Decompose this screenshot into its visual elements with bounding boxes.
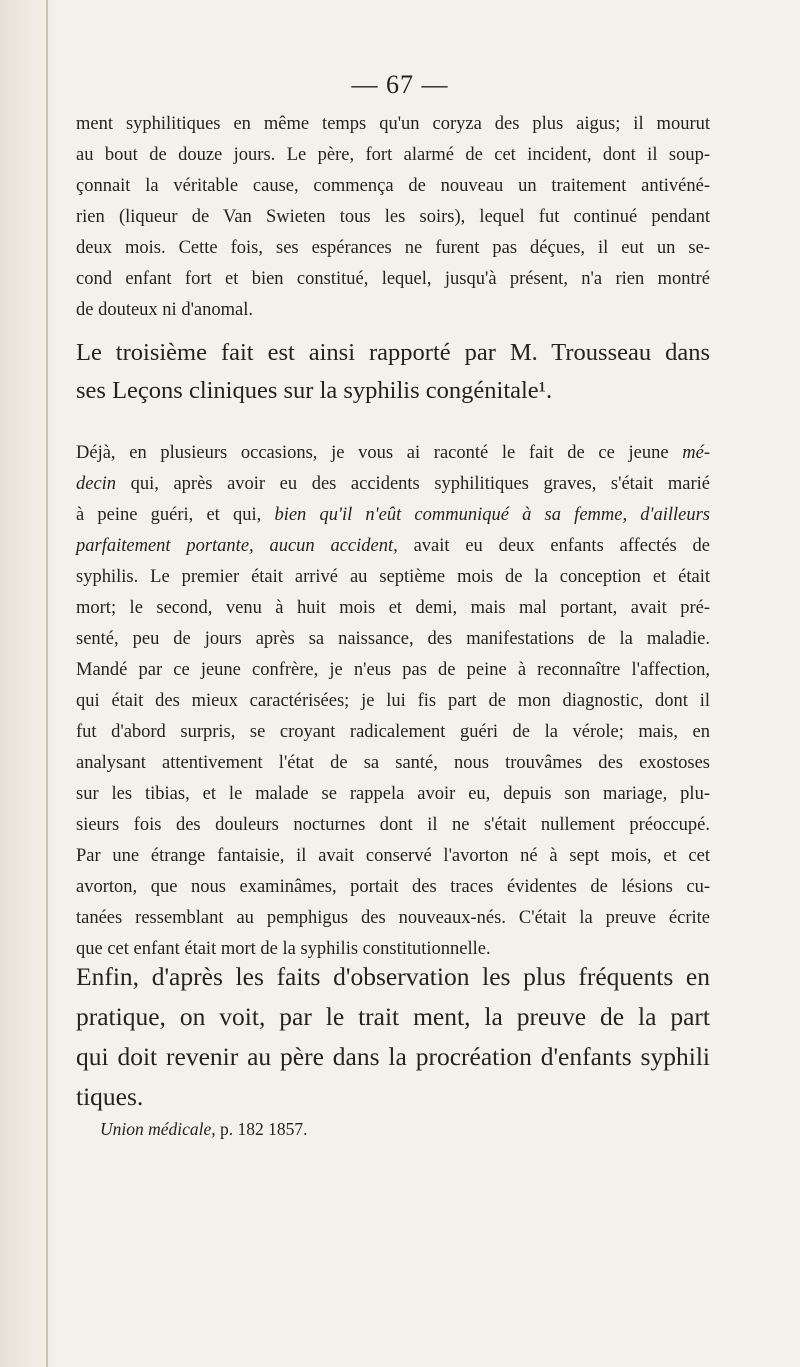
text-line: senté, peu de jours après sa naissance, des manifestations de la maladie.	[76, 629, 710, 649]
text-line	[76, 531, 710, 562]
text-line: analysant attentivement l'état de sa santé, nous trouvâmes des exostoses	[76, 753, 710, 773]
text-line: syphilis. Le premier était arrivé au septième mois de la conception et était	[76, 567, 710, 587]
text-line	[76, 469, 710, 500]
text-line: tanées ressemblant au pemphigus des nouveaux-nés. C'était la preuve écrite	[76, 908, 710, 928]
text-line: cond enfant fort et bien constitué, lequel, jusqu'à présent, n'a rien montré	[76, 269, 710, 289]
page-fold-line	[46, 0, 48, 1367]
text-segment: à peine guéri, et qui,	[76, 505, 275, 525]
text-line: sur les tibias, et le malade se rappela avoir eu, depuis son mariage, plu-	[76, 784, 710, 804]
text-line: Par une étrange fantaisie, il avait conservé l'avorton né à sept mois, et cet	[76, 846, 710, 866]
text-line	[76, 500, 710, 531]
footnote	[100, 1119, 308, 1140]
paragraph-conclusion	[76, 957, 710, 1117]
text-line: pratique, on voit, par le trait ment, la preuve de la part	[76, 1002, 710, 1031]
text-line: de douteux ni d'anomal.	[76, 300, 253, 320]
text-segment: avait eu deux enfants affectés de	[397, 536, 710, 556]
quoted-passage	[76, 438, 710, 965]
text-line: sieurs fois des douleurs nocturnes dont il ne s'était nullement préoccupé.	[76, 815, 710, 835]
italic-segment: mé-	[682, 443, 710, 463]
text-line	[76, 438, 710, 469]
text-line: avorton, que nous examinâmes, portait des traces évidentes de lésions cu-	[76, 877, 710, 897]
footnote-details: p. 182 1857.	[215, 1119, 308, 1139]
text-segment: Déjà, en plusieurs occasions, je vous ai raconté le fait de ce jeune	[76, 443, 683, 463]
italic-segment: decin	[76, 474, 117, 494]
paragraph-intro-trousseau	[76, 334, 710, 410]
text-line: que cet enfant était mort de la syphilis constitutionnelle.	[76, 939, 491, 959]
text-line: mort; le second, venu à huit mois et demi, mais mal portant, avait pré-	[76, 598, 710, 618]
text-line: çonnait la véritable cause, commença de nouveau un traitement antivéné-	[76, 176, 710, 196]
text-line: rien (liqueur de Van Swieten tous les soirs), lequel fut continué pendant	[76, 207, 710, 227]
italic-segment: bien qu'il n'eût communiqué à sa femme, d'ailleurs	[274, 505, 710, 525]
text-segment: qui, après avoir eu des accidents syphilitiques graves, s'était marié	[116, 474, 710, 494]
text-line: au bout de douze jours. Le père, fort alarmé de cet incident, dont il soup-	[76, 145, 710, 165]
text-line: fut d'abord surpris, se croyant radicalement guéri de la vérole; mais, en	[76, 722, 710, 742]
text-line: tiques.	[76, 1082, 144, 1111]
text-line: Enfin, d'après les faits d'observation les plus fréquents en	[76, 962, 710, 991]
text-line: ment syphilitiques en même temps qu'un coryza des plus aigus; il mourut	[76, 114, 710, 134]
page-binding-edge	[0, 0, 60, 1367]
footnote-source: Union médicale,	[100, 1119, 216, 1139]
text-line: qui était des mieux caractérisées; je lui fis part de mon diagnostic, dont il	[76, 691, 710, 711]
text-line: Le troisième fait est ainsi rapporté par M. Trousseau dans	[76, 339, 710, 366]
text-line: qui doit revenir au père dans la procréation d'enfants syphili	[76, 1042, 710, 1071]
text-line: deux mois. Cette fois, ses espérances ne furent pas déçues, il eut un se-	[76, 238, 710, 258]
italic-segment: parfaitement portante, aucun accident,	[76, 536, 398, 556]
text-line: Mandé par ce jeune confrère, je n'eus pas de peine à reconnaître l'affection,	[76, 660, 710, 680]
page-number: — 67 —	[351, 70, 449, 99]
paragraph-continuation	[76, 109, 710, 326]
text-line: ses Leçons cliniques sur la syphilis congénitale¹.	[76, 377, 553, 404]
